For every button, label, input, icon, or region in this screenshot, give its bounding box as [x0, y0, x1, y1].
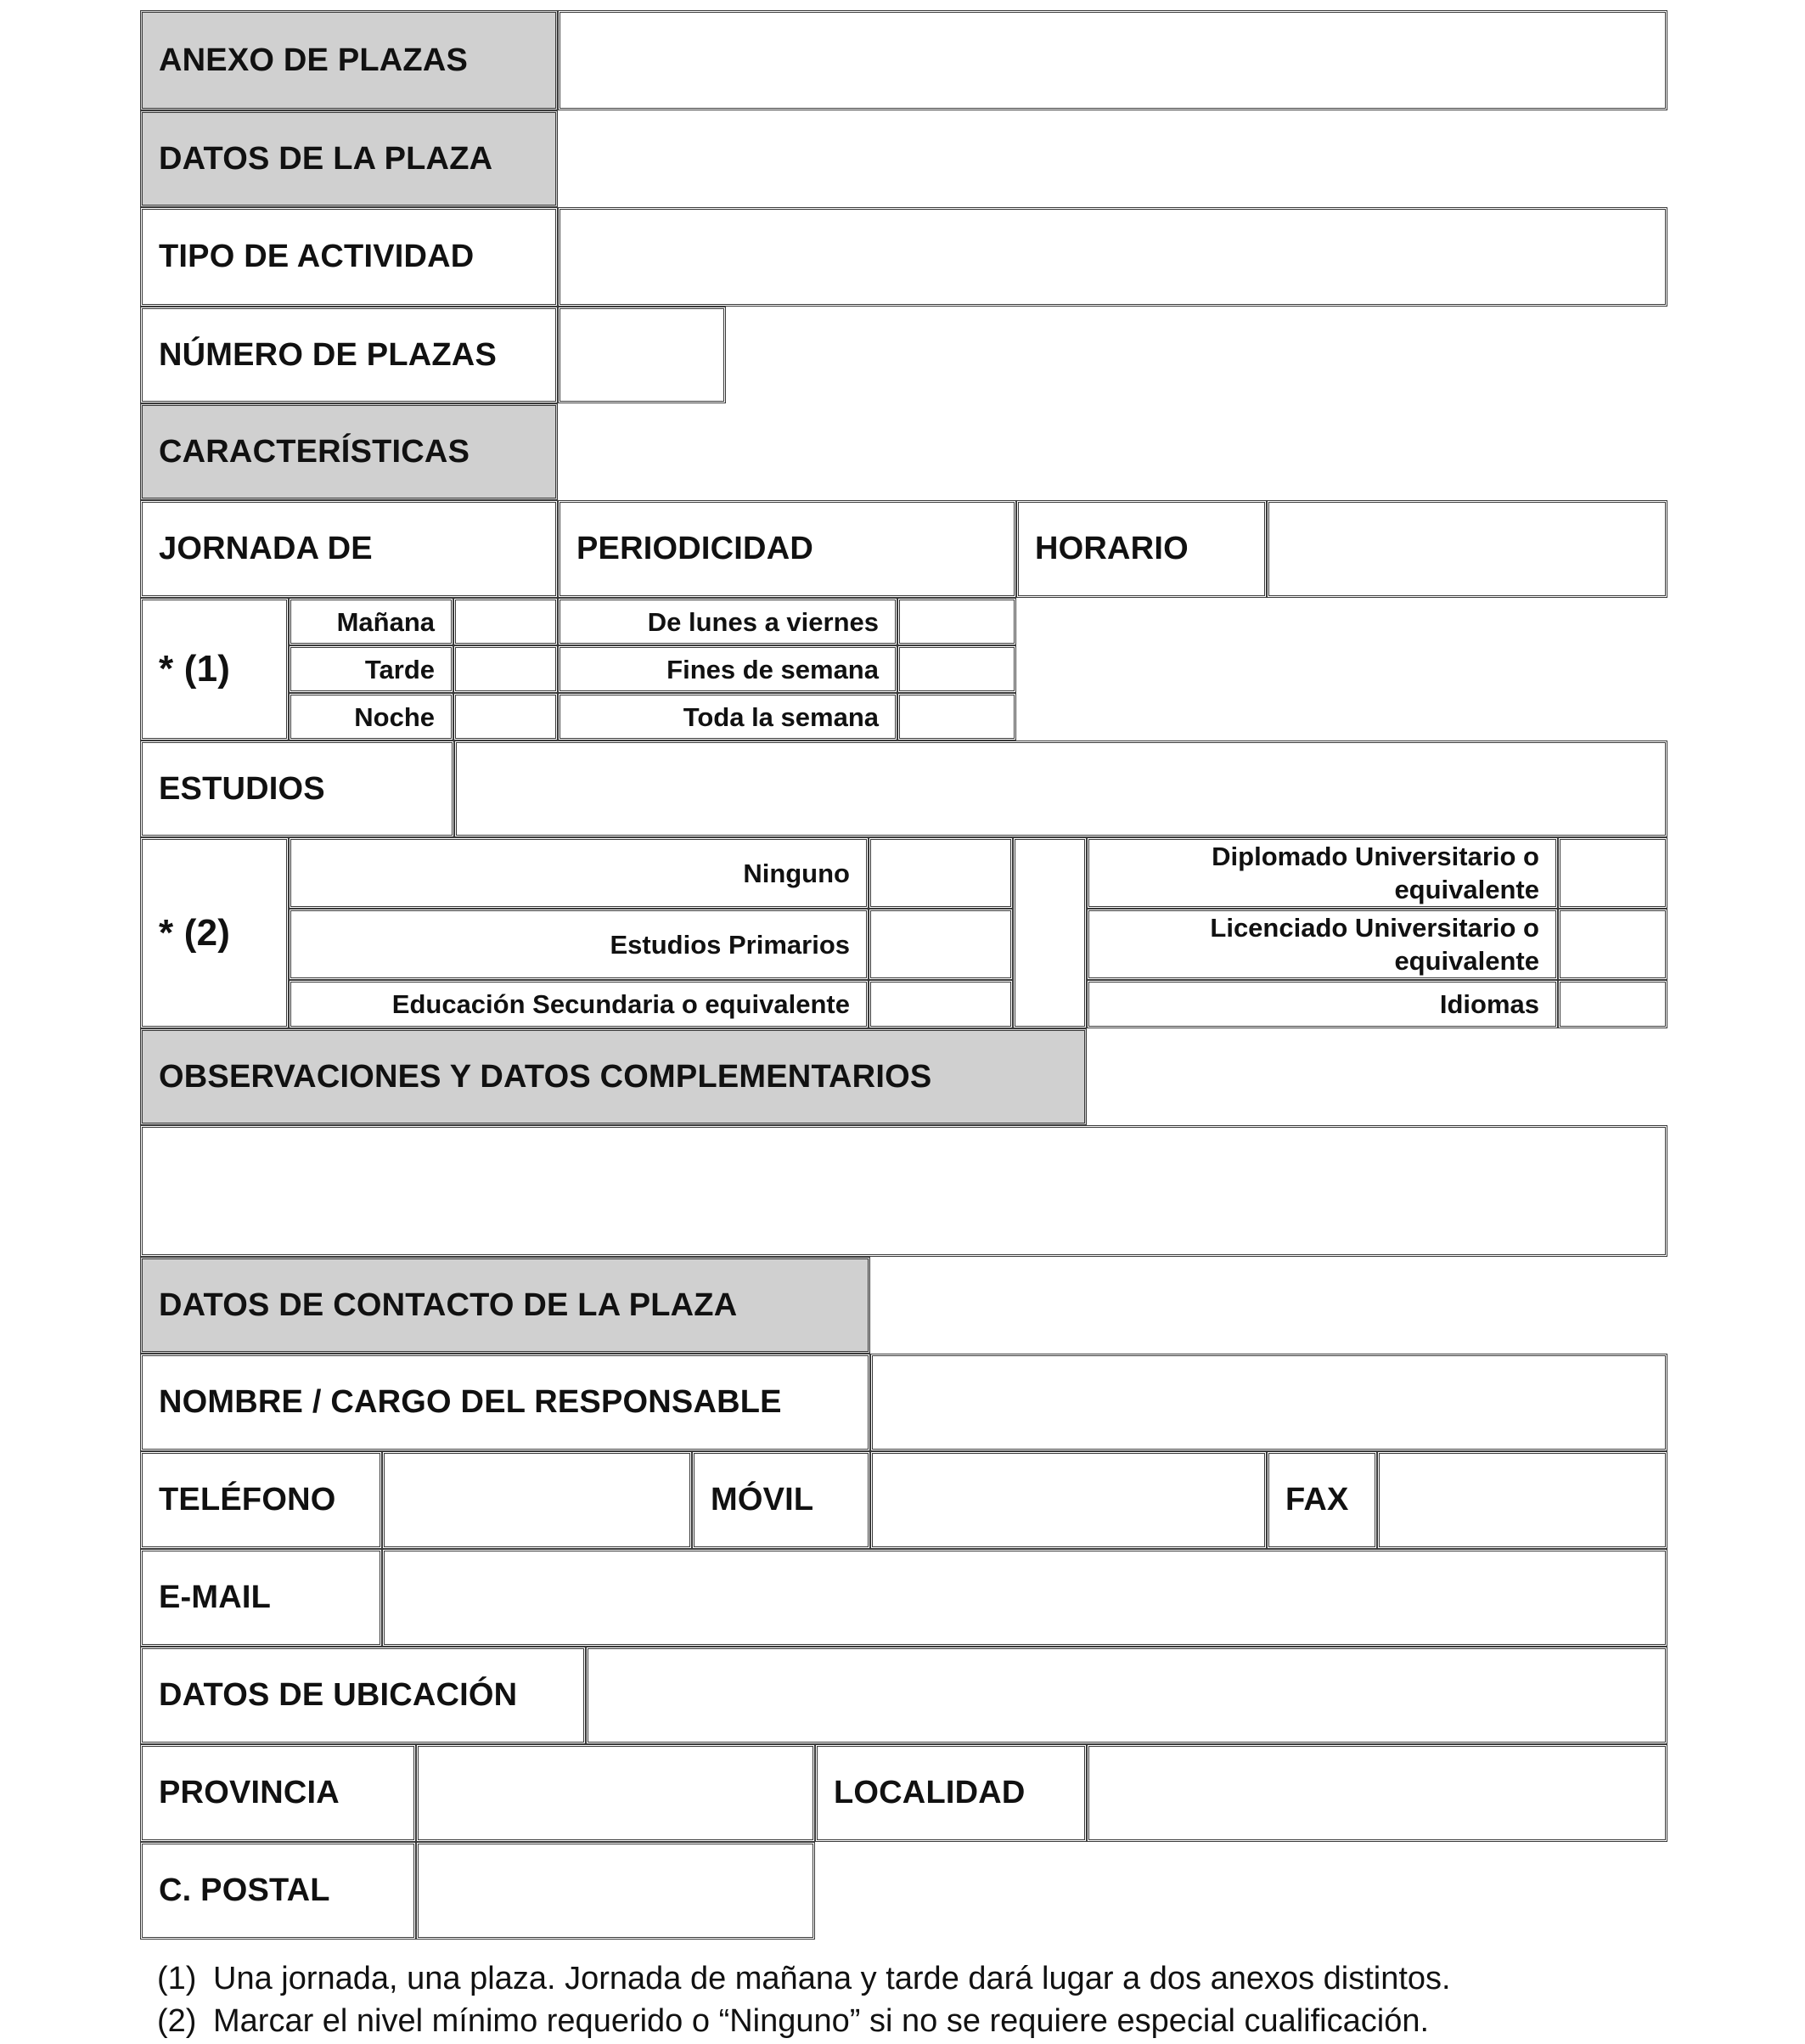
contacto-label: DATOS DE CONTACTO DE LA PLAZA [159, 1287, 738, 1323]
footnote-text: Marcar el nivel mínimo requerido o “Ninguno” si no se requiere especial cualificación. [213, 2003, 1430, 2039]
tipo-actividad-field[interactable] [558, 207, 1667, 307]
ubicacion-label: DATOS DE UBICACIÓN [159, 1677, 518, 1713]
numero-plazas-field[interactable] [558, 307, 726, 403]
jornada-option-tarde: Tarde [364, 654, 435, 684]
marker-1: * (1) [159, 648, 231, 690]
anexo-field[interactable] [558, 10, 1667, 110]
provincia-label: PROVINCIA [159, 1775, 340, 1810]
estudios-field[interactable] [454, 740, 1667, 837]
datos-plaza-label: DATOS DE LA PLAZA [159, 140, 493, 177]
movil-label: MÓVIL [711, 1482, 814, 1518]
estudios-option-ninguno: Ninguno [743, 858, 850, 888]
observaciones-field[interactable] [140, 1125, 1667, 1257]
tipo-actividad-label: TIPO DE ACTIVIDAD [159, 239, 475, 274]
estudios-checkbox-secundaria[interactable] [869, 980, 1013, 1028]
periodicidad-label: PERIODICIDAD [576, 531, 813, 566]
estudios-option-licenciado: Licenciado Universitario o equivalente [1210, 913, 1539, 976]
estudios-checkbox-ninguno[interactable] [869, 837, 1013, 909]
movil-field[interactable] [870, 1451, 1267, 1549]
estudios-label: ESTUDIOS [159, 770, 325, 807]
horario-field[interactable] [1267, 500, 1667, 598]
numero-plazas-label: NÚMERO DE PLAZAS [159, 336, 497, 373]
estudios-option-secundaria: Educación Secundaria o equivalente [391, 989, 850, 1019]
localidad-label: LOCALIDAD [834, 1775, 1026, 1810]
jornada-checkbox-tarde[interactable] [453, 645, 558, 693]
periodicidad-checkbox-fines-semana[interactable] [897, 645, 1016, 693]
jornada-checkbox-manana[interactable] [453, 598, 558, 645]
marker-2: * (2) [159, 911, 231, 954]
responsable-field[interactable] [870, 1354, 1667, 1451]
telefono-label: TELÉFONO [159, 1482, 336, 1518]
footnotes [157, 1957, 1451, 2042]
footnote-number: (2) [157, 2003, 197, 2039]
postal-field[interactable] [416, 1842, 815, 1940]
ubicacion-field[interactable] [586, 1647, 1667, 1744]
estudios-option-primarios: Estudios Primarios [610, 929, 850, 960]
email-label: E-MAIL [159, 1579, 272, 1615]
postal-label: C. POSTAL [159, 1872, 330, 1908]
estudios-option-diplomado: Diplomado Universitario o equivalente [1212, 842, 1539, 904]
localidad-field[interactable] [1087, 1744, 1667, 1842]
footnote-1 [157, 1957, 1451, 2000]
estudios-checkbox-primarios[interactable] [869, 909, 1013, 980]
estudios-checkbox-diplomado[interactable] [1558, 837, 1667, 909]
estudios-checkbox-licenciado[interactable] [1558, 909, 1667, 980]
periodicidad-checkbox-lunes-viernes[interactable] [897, 598, 1016, 645]
caracteristicas-label: CARACTERÍSTICAS [159, 433, 470, 470]
periodicidad-option-toda-semana: Toda la semana [683, 701, 879, 732]
jornada-label: JORNADA DE [159, 531, 373, 566]
estudios-checkbox-idiomas[interactable] [1558, 980, 1667, 1028]
jornada-option-manana: Mañana [336, 606, 435, 637]
responsable-label: NOMBRE / CARGO DEL RESPONSABLE [159, 1384, 782, 1420]
estudios-option-idiomas: Idiomas [1439, 989, 1539, 1019]
footnote-2 [157, 2000, 1451, 2042]
jornada-checkbox-noche[interactable] [453, 693, 558, 740]
footnote-number: (1) [157, 1961, 197, 1996]
email-field[interactable] [382, 1549, 1667, 1647]
estudios-spacer-cell [1013, 837, 1087, 1028]
observaciones-label: OBSERVACIONES Y DATOS COMPLEMENTARIOS [159, 1058, 932, 1095]
telefono-field[interactable] [382, 1451, 692, 1549]
footnote-text: Una jornada, una plaza. Jornada de mañana y tarde dará lugar a dos anexos distintos. [213, 1961, 1451, 1996]
anexo-label: ANEXO DE PLAZAS [159, 42, 469, 78]
horario-label: HORARIO [1035, 531, 1189, 566]
periodicidad-checkbox-toda-semana[interactable] [897, 693, 1016, 740]
periodicidad-option-lunes-viernes: De lunes a viernes [647, 606, 879, 637]
jornada-option-noche: Noche [354, 701, 435, 732]
periodicidad-option-fines-semana: Fines de semana [666, 654, 879, 684]
fax-field[interactable] [1377, 1451, 1667, 1549]
provincia-field[interactable] [416, 1744, 815, 1842]
fax-label: FAX [1285, 1482, 1349, 1518]
